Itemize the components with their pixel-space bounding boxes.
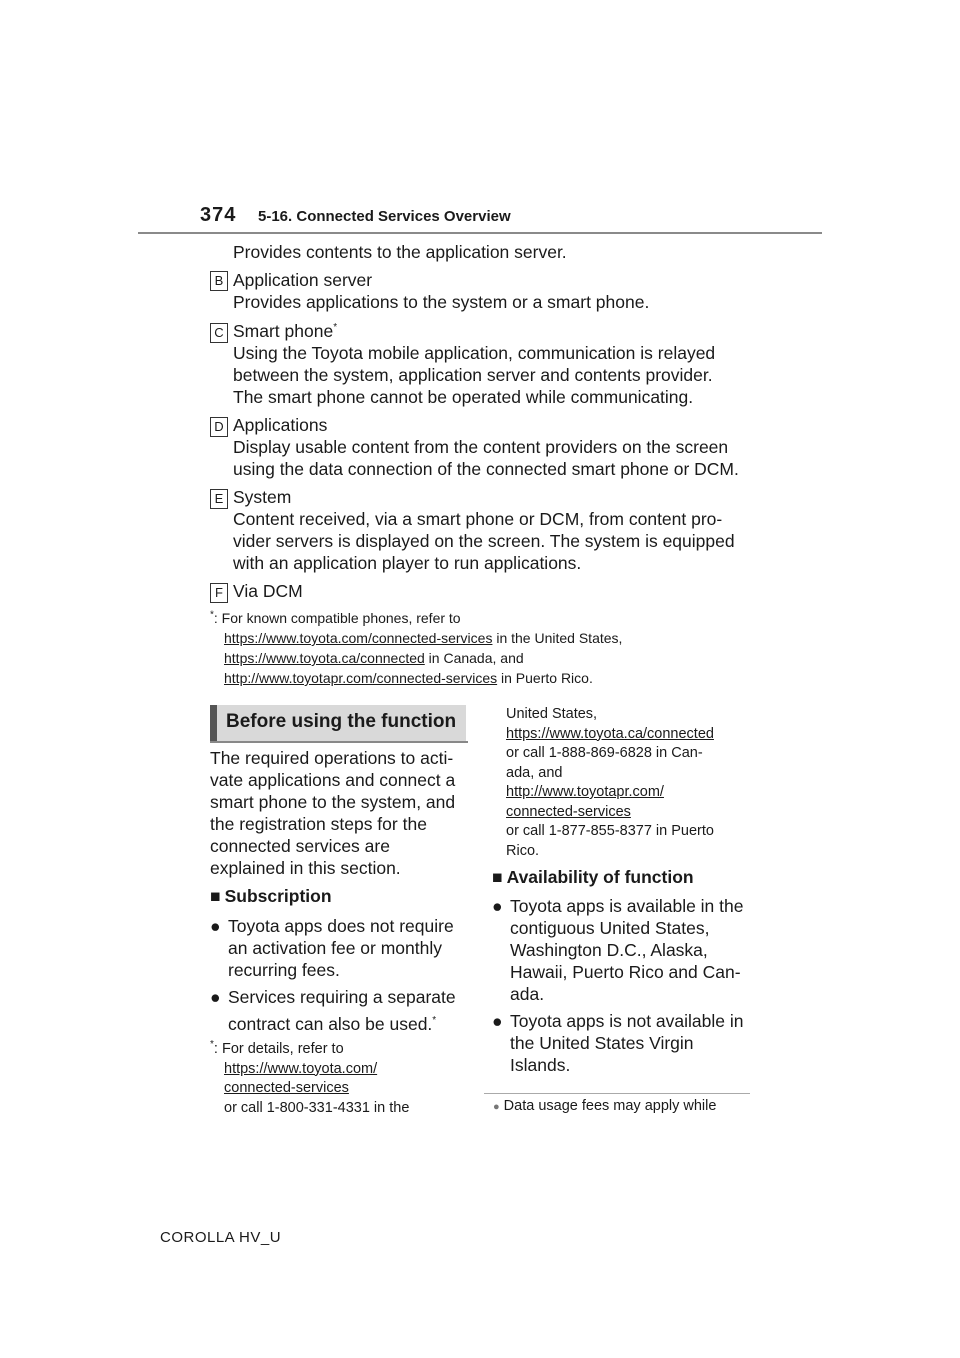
entry-line: Provides applications to the system or a smart phone. [233, 292, 650, 312]
intro-line: Provides contents to the application server. [233, 242, 567, 262]
footnote-marker: * [210, 609, 214, 621]
paragraph-line: connected services are [210, 836, 390, 856]
tag-b-label: B [210, 271, 228, 291]
heading-divider [210, 741, 468, 743]
subscription-heading [210, 886, 472, 907]
footnote-lead: : For known compatible phones, refer to [213, 610, 461, 626]
entry-title: Applications [233, 415, 328, 435]
bullet-item [210, 915, 468, 981]
footnote-text: or call 1-877-855-8377 in Puerto [506, 823, 714, 839]
footnote-text: in the United States, [492, 630, 623, 646]
footnote-compatible-phones [210, 608, 770, 688]
paragraph-line: The required operations to acti- [210, 748, 454, 768]
footnote-marker: * [333, 322, 338, 334]
footnote-text: United States, [506, 706, 598, 722]
paragraph-line: the registration steps for the [210, 814, 427, 834]
note-divider [484, 1093, 750, 1094]
paragraph-line: explained in this section. [210, 858, 401, 878]
bullet-dot-icon: ● [492, 896, 503, 916]
entry-line: vider servers is displayed on the screen. The system is equipped [233, 531, 735, 551]
entry-line: between the system, application server and contents provider. [233, 365, 713, 385]
bullet-line: Toyota apps is not available in [510, 1011, 744, 1031]
tag-c-label: C [210, 323, 228, 343]
bullet-line: Islands. [510, 1055, 571, 1075]
footnote-details [210, 1040, 472, 1118]
entry-via-dcm [233, 580, 773, 602]
footnote-text: in Canada, and [424, 650, 524, 666]
link-toyota-ca[interactable]: https://www.toyota.ca/connected [506, 725, 714, 742]
section-heading-box [210, 705, 466, 741]
link-toyota-pr-part2[interactable]: connected-services [506, 803, 631, 820]
bullet-line: Toyota apps does not require [228, 916, 454, 936]
bullet-line: contract can also be used. [228, 1014, 433, 1034]
page-number: 374 [200, 204, 237, 226]
square-bullet-icon: ■ [492, 867, 503, 887]
link-toyota-pr-part1[interactable]: http://www.toyotapr.com/ [506, 784, 664, 800]
section-heading: Before using the function [226, 711, 457, 732]
bullet-line: Hawaii, Puerto Rico and Can- [510, 962, 741, 982]
bullet-item [210, 986, 468, 1035]
bullet-line: Toyota apps is available in the [510, 896, 744, 916]
footnote-text: or call 1-800-331-4331 in the [224, 1099, 410, 1116]
bullet-line: ada. [510, 984, 545, 1004]
footnote-text: in Puerto Rico. [497, 670, 593, 686]
bullet-line: an activation fee or monthly [228, 938, 443, 958]
model-footer: COROLLA HV_U [160, 1229, 282, 1246]
footnote-marker: * [210, 1039, 214, 1051]
paragraph-line: vate applications and connect a [210, 770, 456, 790]
footnote-text: ada, and [506, 764, 563, 781]
bullet-item [492, 1010, 755, 1076]
footnote-lead: : For details, refer to [213, 1041, 344, 1057]
entry-applications [233, 414, 773, 480]
entry-title: Via DCM [233, 581, 303, 601]
bullet-line: the United States Virgin [510, 1033, 694, 1053]
tag-f-label: F [210, 583, 228, 603]
footnote-text: Rico. [506, 842, 540, 859]
bullet-line: Services requiring a separate [228, 987, 456, 1007]
section-title: 5-16. Connected Services Overview [258, 208, 511, 225]
bullet-item [492, 895, 755, 1005]
bullet-dot-icon: ● [210, 916, 221, 936]
header-divider [138, 232, 822, 234]
entry-title: System [233, 487, 292, 507]
entry-application-server [233, 269, 773, 313]
link-toyota-pr[interactable]: http://www.toyotapr.com/connected-services [224, 670, 498, 686]
bullet-line: Washington D.C., Alaska, [510, 940, 708, 960]
tag-e-label: E [210, 489, 228, 509]
link-toyota-ca[interactable]: https://www.toyota.ca/connected [224, 650, 425, 666]
entry-title: Application server [233, 270, 373, 290]
bullet-dot-icon: ● [210, 987, 221, 1007]
entry-line: with an application player to run applications. [233, 553, 582, 573]
square-bullet-icon: ■ [210, 886, 221, 906]
note-text: Data usage fees may apply while [503, 1098, 717, 1114]
note-item [493, 1098, 716, 1114]
entry-line: Using the Toyota mobile application, communication is relayed [233, 343, 716, 363]
bullet-line: contiguous United States, [510, 918, 710, 938]
entry-system [233, 486, 773, 574]
subheading-text: Subscription [224, 886, 332, 906]
footnote-text: or call 1-888-869-6828 in Can- [506, 745, 703, 761]
paragraph-line: smart phone to the system, and [210, 792, 456, 812]
entry-smart-phone [233, 320, 773, 408]
tag-d-label: D [210, 417, 228, 437]
bullet-line: recurring fees. [228, 960, 340, 980]
bullet-dot-icon: ● [492, 1011, 503, 1031]
link-toyota-us-part2[interactable]: connected-services [224, 1080, 349, 1096]
subheading-text: Availability of function [506, 867, 694, 887]
availability-heading [492, 867, 742, 888]
link-toyota-us[interactable]: https://www.toyota.com/connected-services [224, 630, 493, 646]
entry-line: The smart phone cannot be operated while communicating. [233, 387, 694, 407]
entry-line: Display usable content from the content providers on the screen [233, 437, 729, 457]
entry-line: using the data connection of the connected smart phone or DCM. [233, 459, 739, 479]
link-toyota-us-part1[interactable]: https://www.toyota.com/ [224, 1060, 378, 1077]
note-dot-icon: ● [493, 1101, 500, 1113]
intro-paragraph [210, 747, 472, 879]
entry-line: Content received, via a smart phone or DCM, from content pro- [233, 509, 723, 529]
footnote-continuation [506, 705, 756, 861]
footnote-marker: * [432, 1015, 437, 1027]
entry-title: Smart phone [233, 321, 334, 341]
